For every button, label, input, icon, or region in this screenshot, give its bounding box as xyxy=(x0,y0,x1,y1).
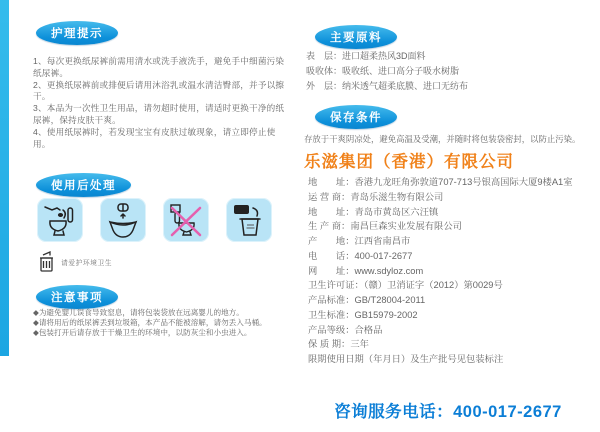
detail-value: www.sdyloz.com xyxy=(354,265,424,276)
material-row xyxy=(306,79,468,94)
detail-value: 青岛乐滋生物有限公司 xyxy=(350,191,444,202)
material-value: 进口超柔热风3D面料 xyxy=(342,51,426,61)
care-tip-item: 3、本品为一次性卫生用品，请勿超时使用，请适时更换干净的纸尿裤，保持皮肤干爽。 xyxy=(33,103,285,125)
materials-list xyxy=(306,49,468,93)
detail-value: （赣）卫消证字（2012）第0029号 xyxy=(363,280,503,291)
tidyman-trash-icon xyxy=(38,250,55,273)
detail-value: 江西省南昌市 xyxy=(354,236,411,246)
section-badge-notices: 注意事项 xyxy=(36,285,118,309)
detail-label: 地 址： xyxy=(308,177,355,187)
eco-note xyxy=(38,250,112,273)
detail-row xyxy=(308,249,573,264)
detail-row xyxy=(308,175,573,190)
detail-label: 卫生标准： xyxy=(308,309,355,320)
detail-label: 产品标准： xyxy=(308,295,355,305)
detail-value: 合格品 xyxy=(354,324,383,335)
detail-row xyxy=(308,278,573,293)
detail-label: 生 产 商： xyxy=(308,221,351,232)
detail-row xyxy=(308,219,573,234)
material-label: 外 层： xyxy=(306,80,343,91)
material-value: 纳米透气超柔底膜、进口无纺布 xyxy=(342,80,469,91)
service-hotline: 咨询服务电话：400-017-2677 xyxy=(334,403,562,421)
roll-up-used-diaper-icon xyxy=(100,198,146,242)
section-badge-materials: 主要原料 xyxy=(315,25,397,49)
detail-row xyxy=(308,337,573,352)
detail-row xyxy=(308,190,573,205)
company-details-list xyxy=(308,175,573,367)
detail-row xyxy=(308,323,573,338)
detail-label: 网 址： xyxy=(308,265,355,276)
detail-label: 保 质 期： xyxy=(308,339,351,350)
detail-value: 限期使用日期（年月日）及生产批号见包装标注 xyxy=(308,354,504,364)
empty-diaper-into-toilet-icon xyxy=(37,198,83,242)
detail-label: 电 话： xyxy=(308,250,355,261)
section-badge-disposal: 使用后处理 xyxy=(36,173,131,197)
detail-row xyxy=(308,352,573,367)
notice-item: ◆包装打开后请存放于干燥卫生的环境中，以防灰尘和小虫进入。 xyxy=(33,328,252,337)
detail-row xyxy=(308,205,573,220)
material-value: 吸收纸、进口高分子吸水树脂 xyxy=(342,65,460,76)
detail-value: GB15979-2002 xyxy=(354,309,418,320)
section-badge-storage: 保存条件 xyxy=(315,105,397,129)
detail-row xyxy=(308,264,573,279)
detail-label: 卫生许可证： xyxy=(308,280,364,291)
detail-value: 青岛市黄岛区六汪镇 xyxy=(354,206,439,217)
left-edge-cyan-strip xyxy=(0,0,9,356)
material-row xyxy=(306,49,468,64)
detail-value: GB/T28004-2011 xyxy=(354,295,426,305)
do-not-flush-diaper-icon xyxy=(163,198,209,242)
detail-label: 产 地： xyxy=(308,236,355,246)
care-tip-item: 2、更换纸尿裤前或排便后请用沐浴乳或温水清洁臀部，并予以擦干。 xyxy=(33,79,285,102)
disposal-icon-row xyxy=(37,198,272,242)
care-tip-item: 1、每次更换纸尿裤前需用清水或洗手液洗手，避免手中细菌污染纸尿裤。 xyxy=(33,56,285,78)
section-badge-care-tips: 护理提示 xyxy=(36,21,118,45)
care-tip-item: 4、使用纸尿裤时，若发现宝宝有皮肤过敏现象，请立即停止使用。 xyxy=(33,126,276,149)
detail-value: 三年 xyxy=(350,339,369,350)
detail-label: 产品等级： xyxy=(308,324,355,335)
detail-row xyxy=(308,293,573,308)
care-tips-text xyxy=(33,56,291,150)
detail-row xyxy=(308,234,573,249)
detail-label: 运 营 商： xyxy=(308,191,351,202)
notices-text xyxy=(33,308,303,338)
material-row xyxy=(306,64,468,79)
detail-value: 400-017-2677 xyxy=(354,250,413,261)
eco-note-text: 请爱护环境卫生 xyxy=(61,259,113,267)
dispose-in-waste-bin-icon xyxy=(226,198,272,242)
detail-row xyxy=(308,308,573,323)
detail-value: 南昌巨森实业发展有限公司 xyxy=(350,221,462,232)
material-label: 表 层： xyxy=(306,51,343,61)
company-name: 乐滋集团（香港）有限公司 xyxy=(304,153,514,171)
storage-conditions-text: 存放于干爽阴凉处，避免高温及受潮，并随时将包装袋密封，以防止污染。 xyxy=(304,134,581,144)
notice-item: ◆为避免婴儿误食导致窒息，请将包装袋放在远离婴儿的地方。 xyxy=(33,308,244,317)
detail-label: 地 址： xyxy=(308,206,355,217)
material-label: 吸收体： xyxy=(306,65,343,76)
notice-item: ◆请将用后的纸尿裤丢到垃圾箱，本产品不能被溶解，请勿丢入马桶。 xyxy=(33,318,267,327)
detail-value: 香港九龙旺角弥敦道707-713号银高国际大厦9楼A1室 xyxy=(354,177,573,187)
